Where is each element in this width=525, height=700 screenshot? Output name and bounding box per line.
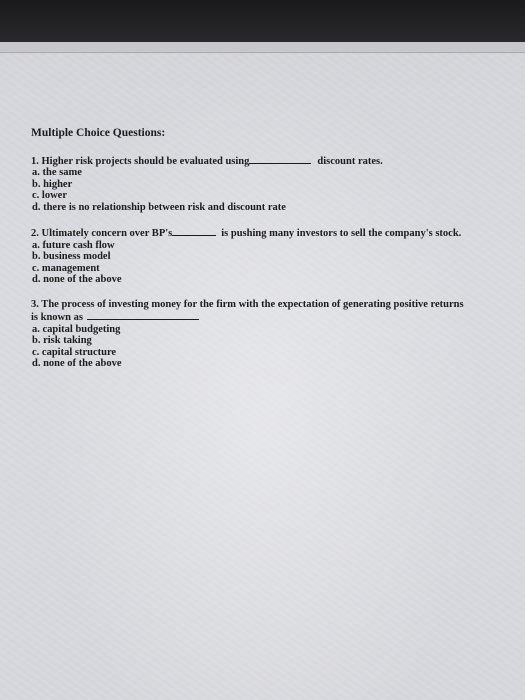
question-1-option-b: b. higher xyxy=(32,178,73,190)
question-3-text: is known as xyxy=(31,312,83,323)
question-3-stem-line-1: 3. The process of investing money for the firm with the expectation of generating positive returns xyxy=(31,298,464,310)
question-2-option-b: b. business model xyxy=(32,251,111,262)
question-1-option-c: c. lower xyxy=(32,190,67,201)
question-2-option-d: d. none of the above xyxy=(32,274,122,285)
question-1-blank xyxy=(249,154,311,164)
question-1-stem xyxy=(31,154,501,168)
question-1-option-d: d. there is no relationship between risk and discount rate xyxy=(32,201,286,213)
question-2-text: 2. Ultimately concern over BP's xyxy=(31,228,173,239)
question-1-option-a: a. the same xyxy=(32,167,82,178)
question-3 xyxy=(31,299,501,370)
section-heading: Multiple Choice Questions: xyxy=(31,127,166,139)
question-3-option-b: b. risk taking xyxy=(32,335,92,346)
monitor-bezel xyxy=(0,0,525,42)
question-1 xyxy=(31,154,501,214)
question-3-blank xyxy=(87,310,199,320)
question-1-text-after: discount rates. xyxy=(317,155,383,167)
window-edge xyxy=(0,42,525,53)
question-2-text-after: is pushing many investors to sell the company's stock. xyxy=(221,228,462,239)
question-1-text: 1. Higher risk projects should be evaluated using xyxy=(31,155,250,167)
question-2-option-c: c. management xyxy=(32,262,100,274)
question-2-stem xyxy=(31,226,501,240)
question-2 xyxy=(31,226,501,286)
question-3-option-a: a. capital budgeting xyxy=(32,323,121,335)
question-3-option-d: d. none of the above xyxy=(32,358,122,369)
question-2-option-a: a. future cash flow xyxy=(32,239,115,251)
document-page xyxy=(31,128,501,383)
question-2-blank xyxy=(172,226,216,236)
question-3-option-c: c. capital structure xyxy=(32,346,117,358)
question-3-stem-line-2 xyxy=(31,310,501,324)
